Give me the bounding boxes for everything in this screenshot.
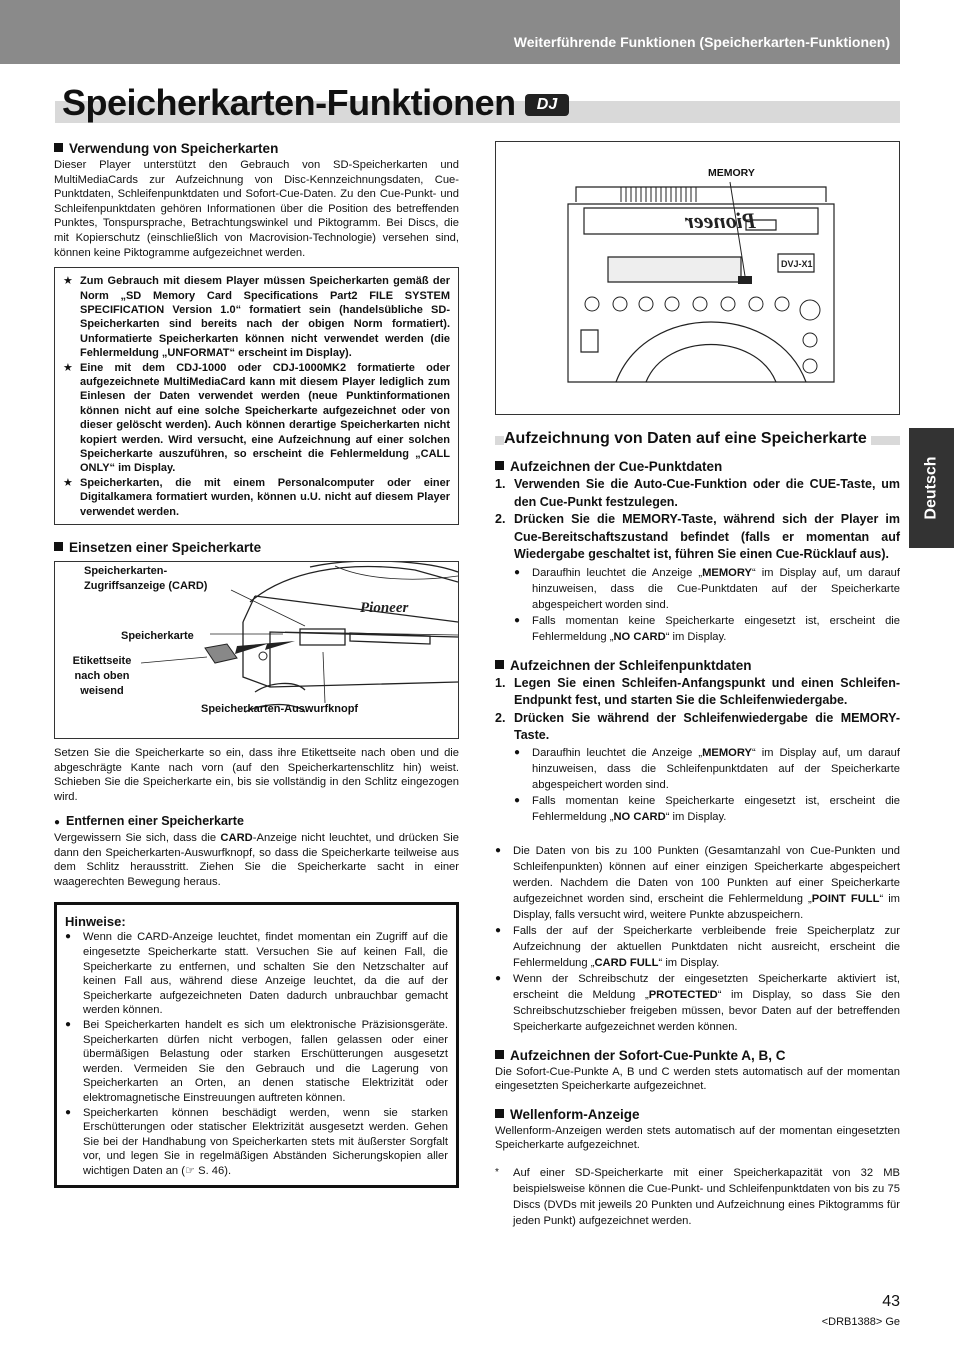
verwendung-heading: Verwendung von Speicherkarten (54, 140, 459, 158)
left-column (54, 140, 459, 1188)
verwendung-text: Dieser Player unterstützt den Gebrauch von SD-Speicherkarten und MultiMediaCards zur Aufzeichnung von Disc-Kennzeichnungsdaten, Cue-Punktdaten, Schleifenpunktdaten und Sofort-Cue-Daten. Zu den Cue-Punkt- und Schleifenpunktdaten gehören Informationen über die Position des betreffenden Punktes, Tonspursprache, Betrachtungswinkel und Piktogramm. Bei Discs, die mit Kopierschutz (einschließlich von Macrovision-Technologie) versehen sind, können keine Piktogramme aufgezeichnet werden. (54, 159, 459, 259)
page-number: 43 (882, 1293, 900, 1310)
einsetzen-text: Setzen Sie die Speicherkarte so ein, dass ihre Etikettseite nach oben und die abgeschrägte Kante nach vorn (auf den Speicherkartenschlitz hin) weist. Schieben Sie die Speicherkarte ein, bis sie vollständig in den Schlitz eingezogen wird. (54, 747, 459, 803)
hinweis-item: ● Bei Speicherkarten handelt es sich um elektronische Präzisionsgeräte. Speicherkarten dürfen nicht verbogen, fallen gelassen oder einer übermäßigen Belastung oder starken Erschütterungen ausgesetzt werden. Vermeiden Sie den Gebrauch und die Lagerung von Speicherkarten an Orten, an denen statische Elektrizität oder elektromagnetische Einstreuungen auftreten können. (65, 1018, 448, 1104)
sofort-text: Die Sofort-Cue-Punkte A, B und C werden stets automatisch auf der momentan eingesetzten Speicherkarte aufgezeichnet. (495, 1065, 900, 1093)
note-item: ★ Eine mit dem CDJ-1000 oder CDJ-1000MK2 formatierte oder aufgezeichnete MultiMediaCard kann mit diesem Player lediglich zum Einlesen der Daten verwendet werden (neue Punktinformationen können nicht auf eine solche Speicherkarte aufgezeichnet oder von dieser gelöscht werden). Auch können derartige Speicherkarten nicht kopiert werden. Wird versucht, eine Aufzeichnung auf einer solchen Speicherkarte auszuführen, so erscheint die Fehlermeldung „CALL ONLY“ im Display. (63, 361, 450, 475)
general-bullet: ● Wenn der Schreibschutz der eingesetzten Speicherkarte aktiviert ist, erscheint die Meldung „PROTECTED“ im Display, so dass Sie den Schreibschutzschieber freigeben müssen, bevor Daten auf der betreffenden Speicherkarte aufgezeichnet werden können. (495, 972, 900, 1033)
model-label: DVJ-X1 (781, 259, 813, 269)
general-bullet: ● Falls der auf der Speicherkarte verbleibende freie Speicherplatz zur Aufzeichnung der aktuellen Punktdaten nicht ausreicht, erscheint die Fehlermeldung „CARD FULL“ im Display. (495, 924, 900, 969)
section-aufzeichnung: Aufzeichnung von Daten auf eine Speicherkarte (495, 427, 900, 449)
document-code: <DRB1388> Ge (821, 1316, 900, 1328)
schleife-bullet: ● Daraufhin leuchtet die Anzeige „MEMORY“ im Display auf, um darauf hinzuweisen, dass die Schleifenpunktdaten auf der Speicherkarte abgespeichert worden sind. (514, 746, 900, 791)
memory-button-icon (738, 276, 752, 284)
label-label-side: Etikettseite nach oben weisend (72, 655, 132, 698)
label-card: Speicherkarte (121, 630, 194, 643)
sd-card-icon (205, 644, 237, 663)
entfernen-heading: ● Entfernen einer Speicherkarte (54, 814, 244, 829)
pioneer-logo-mirrored: Pioneer (685, 208, 756, 233)
card-insert-figure (54, 561, 459, 739)
cue-step-1: 1. Verwenden Sie die Auto-Cue-Funktion oder die CUE-Taste, um den Cue-Punkt festzulegen. (495, 477, 900, 509)
sofort-heading: Aufzeichnen der Sofort-Cue-Punkte A, B, C (495, 1047, 900, 1065)
wellenform-text: Wellenform-Anzeigen werden stets automatisch auf der momentan eingesetzten Speicherkarte aufgezeichnet. (495, 1124, 900, 1152)
label-card-access: Speicherkarten-Zugriffsanzeige (CARD) (84, 565, 208, 593)
schleife-step-1: 1. Legen Sie einen Schleifen-Anfangspunkt und einen Schleifen-Endpunkt fest, und starten Sie die Schleifenwiedergabe. (495, 675, 900, 707)
general-bullet: ● Die Daten von bis zu 100 Punkten (Gesamtanzahl von Cue-Punkten und Schleifenpunkten) können auf einer einzigen Speicherkarte abgespeichert werden. Nachdem die Daten von 100 Punkten auf einer Speicherkarte aufgezeichnet worden sind, erscheint die Fehlermeldung „POINT FULL“ im Display, falls versucht wird, weitere Punkte abzuspeichern. (495, 844, 901, 921)
header-bar (0, 0, 900, 64)
dj-badge: DJ (525, 94, 569, 116)
hinweis-item: ● Speicherkarten können beschädigt werden, wenn sie starken Erschütterungen oder statischer Elektrizität ausgesetzt werden. Gehen Sie bei der Handhabung von Speicherkarten stets mit äußerster Sorgfalt vor, und legen Sie in regelmäßigen Abständen Sicherungskopien aller wichtigen Daten an (☞ S. 46). (65, 1106, 448, 1177)
memory-label: MEMORY (708, 167, 755, 179)
cue-heading: Aufzeichnen der Cue-Punktdaten (495, 458, 900, 476)
hinweise-heading: Hinweise: (65, 914, 126, 930)
label-eject: Speicherkarten-Auswurfknopf (201, 703, 359, 716)
language-tab (909, 428, 954, 548)
hinweise-box (54, 902, 459, 1187)
player-figure (495, 141, 900, 415)
pioneer-logo: Pioneer (360, 600, 409, 617)
schleife-step-2: 2. Drücken Sie während der Schleifenwiedergabe die MEMORY-Taste. (495, 710, 900, 742)
note-item: ★ Zum Gebrauch mit diesem Player müssen Speicherkarten gemäß der Norm „SD Memory Card Specifications Part2 FILE SYSTEM SPECIFICATION Version 1.0“ formatiert sein (handelsübliche SD-Speicherkarten sind bereits nach der obigen Norm formatiert). Unformatierte Speicherkarten können nicht verwendet werden (die Fehlermeldung „UNFORMAT“ erscheint im Display). (63, 275, 450, 360)
requirements-box (54, 267, 459, 525)
schleife-heading: Aufzeichnen der Schleifenpunktdaten (495, 657, 900, 675)
schleife-bullet: ● Falls momentan keine Speicherkarte eingesetzt ist, erscheint die Fehlermeldung „NO CARD“ im Display. (514, 794, 900, 823)
right-column (495, 141, 900, 1229)
einsetzen-heading: Einsetzen einer Speicherkarte (54, 539, 459, 557)
player-illustration (496, 142, 899, 414)
cue-step-2: 2. Drücken Sie die MEMORY-Taste, während sich der Player im Cue-Bereitschaftszustand befindet (falls er momentan auf Wiedergabe geschaltet ist, führen Sie einen Cue-Rücklauf aus). (495, 512, 900, 561)
footnote: * Auf einer SD-Speicherkarte mit einer Speicherkapazität von 32 MB beispielsweise können die Cue-Punkt- und Schleifenpunktdaten von bis zu 75 Discs (DVDs mit jeweils 20 Punkten und Aufzeichnung eines Piktogramms für jeden Punkt) aufgezeichnet werden. (495, 1166, 900, 1227)
section-header-title: Weiterführende Funktionen (Speicherkarten-Funktionen) (513, 34, 890, 50)
language-tab-label: Deutsch (922, 456, 940, 520)
hinweis-item: ● Wenn die CARD-Anzeige leuchtet, findet momentan ein Zugriff auf die eingesetzte Speicherkarte statt. Versuchen Sie auf keinen Fall, die Speicherkarte zu entfernen, und schalten Sie den Netzschalter auf keinen Fall aus, während diese Anzeige leuchtet, da die auf der Speicherkarte aufgezeichneten Daten dadurch unbrauchbar gemacht werden können. (65, 931, 448, 1017)
note-item: ★ Speicherkarten, die mit einem Personalcomputer oder einer Digitalkamera formatiert wurden, können u.U. nicht auf diesem Player verwendet werden. (63, 476, 450, 518)
wellenform-heading: Wellenform-Anzeige (495, 1106, 900, 1124)
eject-button-icon (259, 652, 267, 660)
cue-bullet: ● Falls momentan keine Speicherkarte eingesetzt ist, erscheint die Fehlermeldung „NO CARD“ im Display. (514, 614, 900, 643)
page-title: Speicherkarten-Funktionen (62, 82, 516, 123)
cue-bullet: ● Daraufhin leuchtet die Anzeige „MEMORY“ im Display auf, um darauf hinzuweisen, dass die Cue-Punktdaten auf der Speicherkarte abgespeichert worden sind. (514, 566, 900, 611)
entfernen-text: Vergewissern Sie sich, dass die CARD-Anzeige nicht leuchtet, und drücken Sie dann den Speicherkarten-Auswurfknopf, so dass die Speicherkarte teilweise aus dem Schlitz herausstritt. Ziehen Sie die Speicherkarte sacht in einer waagerechten Bewegung heraus. (54, 832, 459, 888)
